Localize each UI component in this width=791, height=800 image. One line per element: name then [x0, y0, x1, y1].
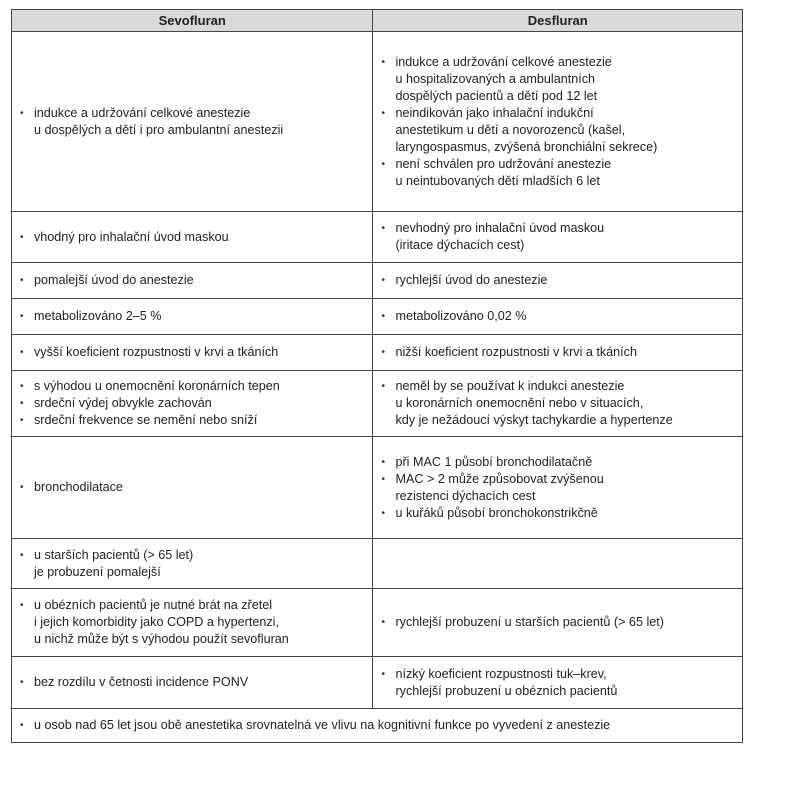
- bullet-list: [20, 105, 364, 139]
- bullet-list: [20, 378, 364, 429]
- bullet-list: [381, 54, 734, 190]
- cell-left: [12, 539, 373, 589]
- cell-right: [373, 589, 743, 657]
- bullet-item: • s výhodou u onemocnění koronárních tepen: [20, 378, 364, 395]
- table-row: [12, 32, 743, 212]
- table-row: [12, 263, 743, 299]
- bullet-list: [20, 717, 734, 734]
- footer-row: [12, 709, 743, 743]
- bullet-item: • při MAC 1 působí bronchodilatačně: [381, 454, 734, 471]
- cell-right: [373, 299, 743, 335]
- bullet-item: • pomalejší úvod do anestezie: [20, 272, 364, 289]
- bullet-item: • indukce a udržování celkové anestezie u dospělých a dětí i pro ambulantní anestezii: [20, 105, 364, 139]
- bullet-item: • metabolizováno 0,02 %: [381, 308, 734, 325]
- comparison-table: [11, 9, 743, 743]
- cell-right: [373, 263, 743, 299]
- cell-right: [373, 539, 743, 589]
- cell-left: [12, 212, 373, 263]
- bullet-list: [381, 666, 734, 700]
- cell-right: [373, 437, 743, 539]
- bullet-item: • bez rozdílu v četnosti incidence PONV: [20, 674, 364, 691]
- bullet-item: • metabolizováno 2–5 %: [20, 308, 364, 325]
- bullet-list: [20, 674, 364, 691]
- bullet-list: [381, 344, 734, 361]
- cell-right: [373, 335, 743, 371]
- footer-note: • u osob nad 65 let jsou obě anestetika srovnatelná ve vlivu na kognitivní funkce po vyvedení z anestezie: [20, 717, 734, 734]
- cell-left: [12, 335, 373, 371]
- bullet-item: • rychlejší probuzení u starších pacientů (> 65 let): [381, 614, 734, 631]
- bullet-list: [381, 272, 734, 289]
- bullet-list: [20, 479, 364, 496]
- bullet-item: • indukce a udržování celkové anestezie u hospitalizovaných a ambulantních dospělých pacientů a dětí pod 12 let: [381, 54, 734, 105]
- bullet-item: • vhodný pro inhalační úvod maskou: [20, 229, 364, 246]
- bullet-list: [20, 272, 364, 289]
- table-row: [12, 657, 743, 709]
- bullet-item: • srdeční frekvence se nemění nebo sníží: [20, 412, 364, 429]
- bullet-list: [381, 220, 734, 254]
- bullet-list: [381, 378, 734, 429]
- bullet-item: • u kuřáků působí bronchokonstrikčně: [381, 505, 734, 522]
- table-row: [12, 589, 743, 657]
- bullet-item: • není schválen pro udržování anestezie u neintubovaných dětí mladších 6 let: [381, 156, 734, 190]
- bullet-list: [381, 614, 734, 631]
- table-row: [12, 539, 743, 589]
- table-row: [12, 437, 743, 539]
- table-row: [12, 335, 743, 371]
- bullet-item: • u obézních pacientů je nutné brát na zřetel i jejich komorbidity jako COPD a hypertenzi, u nichž může být s výhodou použít sevofluran: [20, 597, 364, 648]
- bullet-item: • srdeční výdej obvykle zachován: [20, 395, 364, 412]
- bullet-list: [20, 597, 364, 648]
- bullet-item: • MAC > 2 může způsobovat zvýšenou rezistenci dýchacích cest: [381, 471, 734, 505]
- cell-right: [373, 371, 743, 437]
- table-row: [12, 212, 743, 263]
- bullet-item: • rychlejší úvod do anestezie: [381, 272, 734, 289]
- header-row: [12, 10, 743, 32]
- cell-right: [373, 212, 743, 263]
- cell-left: [12, 437, 373, 539]
- bullet-item: • neindikován jako inhalační indukční anestetikum u dětí a novorozenců (kašel, laryngospasmus, zvýšená bronchiální sekrece): [381, 105, 734, 156]
- bullet-list: [381, 308, 734, 325]
- bullet-list: [20, 344, 364, 361]
- header-sevofluran: Sevofluran: [12, 10, 373, 32]
- cell-left: [12, 589, 373, 657]
- cell-right: [373, 32, 743, 212]
- cell-left: [12, 657, 373, 709]
- table-row: [12, 299, 743, 335]
- cell-left: [12, 32, 373, 212]
- bullet-list: [20, 308, 364, 325]
- bullet-list: [20, 229, 364, 246]
- bullet-list: [20, 547, 364, 581]
- bullet-item: • u starších pacientů (> 65 let) je probuzení pomalejší: [20, 547, 364, 581]
- cell-left: [12, 371, 373, 437]
- table-row: [12, 371, 743, 437]
- cell-left: [12, 263, 373, 299]
- cell-left: [12, 299, 373, 335]
- bullet-item: • bronchodilatace: [20, 479, 364, 496]
- bullet-list: [381, 454, 734, 522]
- bullet-item: • nižší koeficient rozpustnosti v krvi a tkáních: [381, 344, 734, 361]
- table-body: [12, 32, 743, 743]
- bullet-item: • nízký koeficient rozpustnosti tuk–krev, rychlejší probuzení u obézních pacientů: [381, 666, 734, 700]
- bullet-item: • vyšší koeficient rozpustnosti v krvi a tkáních: [20, 344, 364, 361]
- cell-right: [373, 657, 743, 709]
- bullet-item: • nevhodný pro inhalační úvod maskou (iritace dýchacích cest): [381, 220, 734, 254]
- bullet-item: • neměl by se používat k indukci anestezie u koronárních onemocnění nebo v situacích, kdy je nežádoucí výskyt tachykardie a hypertenze: [381, 378, 734, 429]
- header-desfluran: Desfluran: [373, 10, 743, 32]
- footer-cell: [12, 709, 743, 743]
